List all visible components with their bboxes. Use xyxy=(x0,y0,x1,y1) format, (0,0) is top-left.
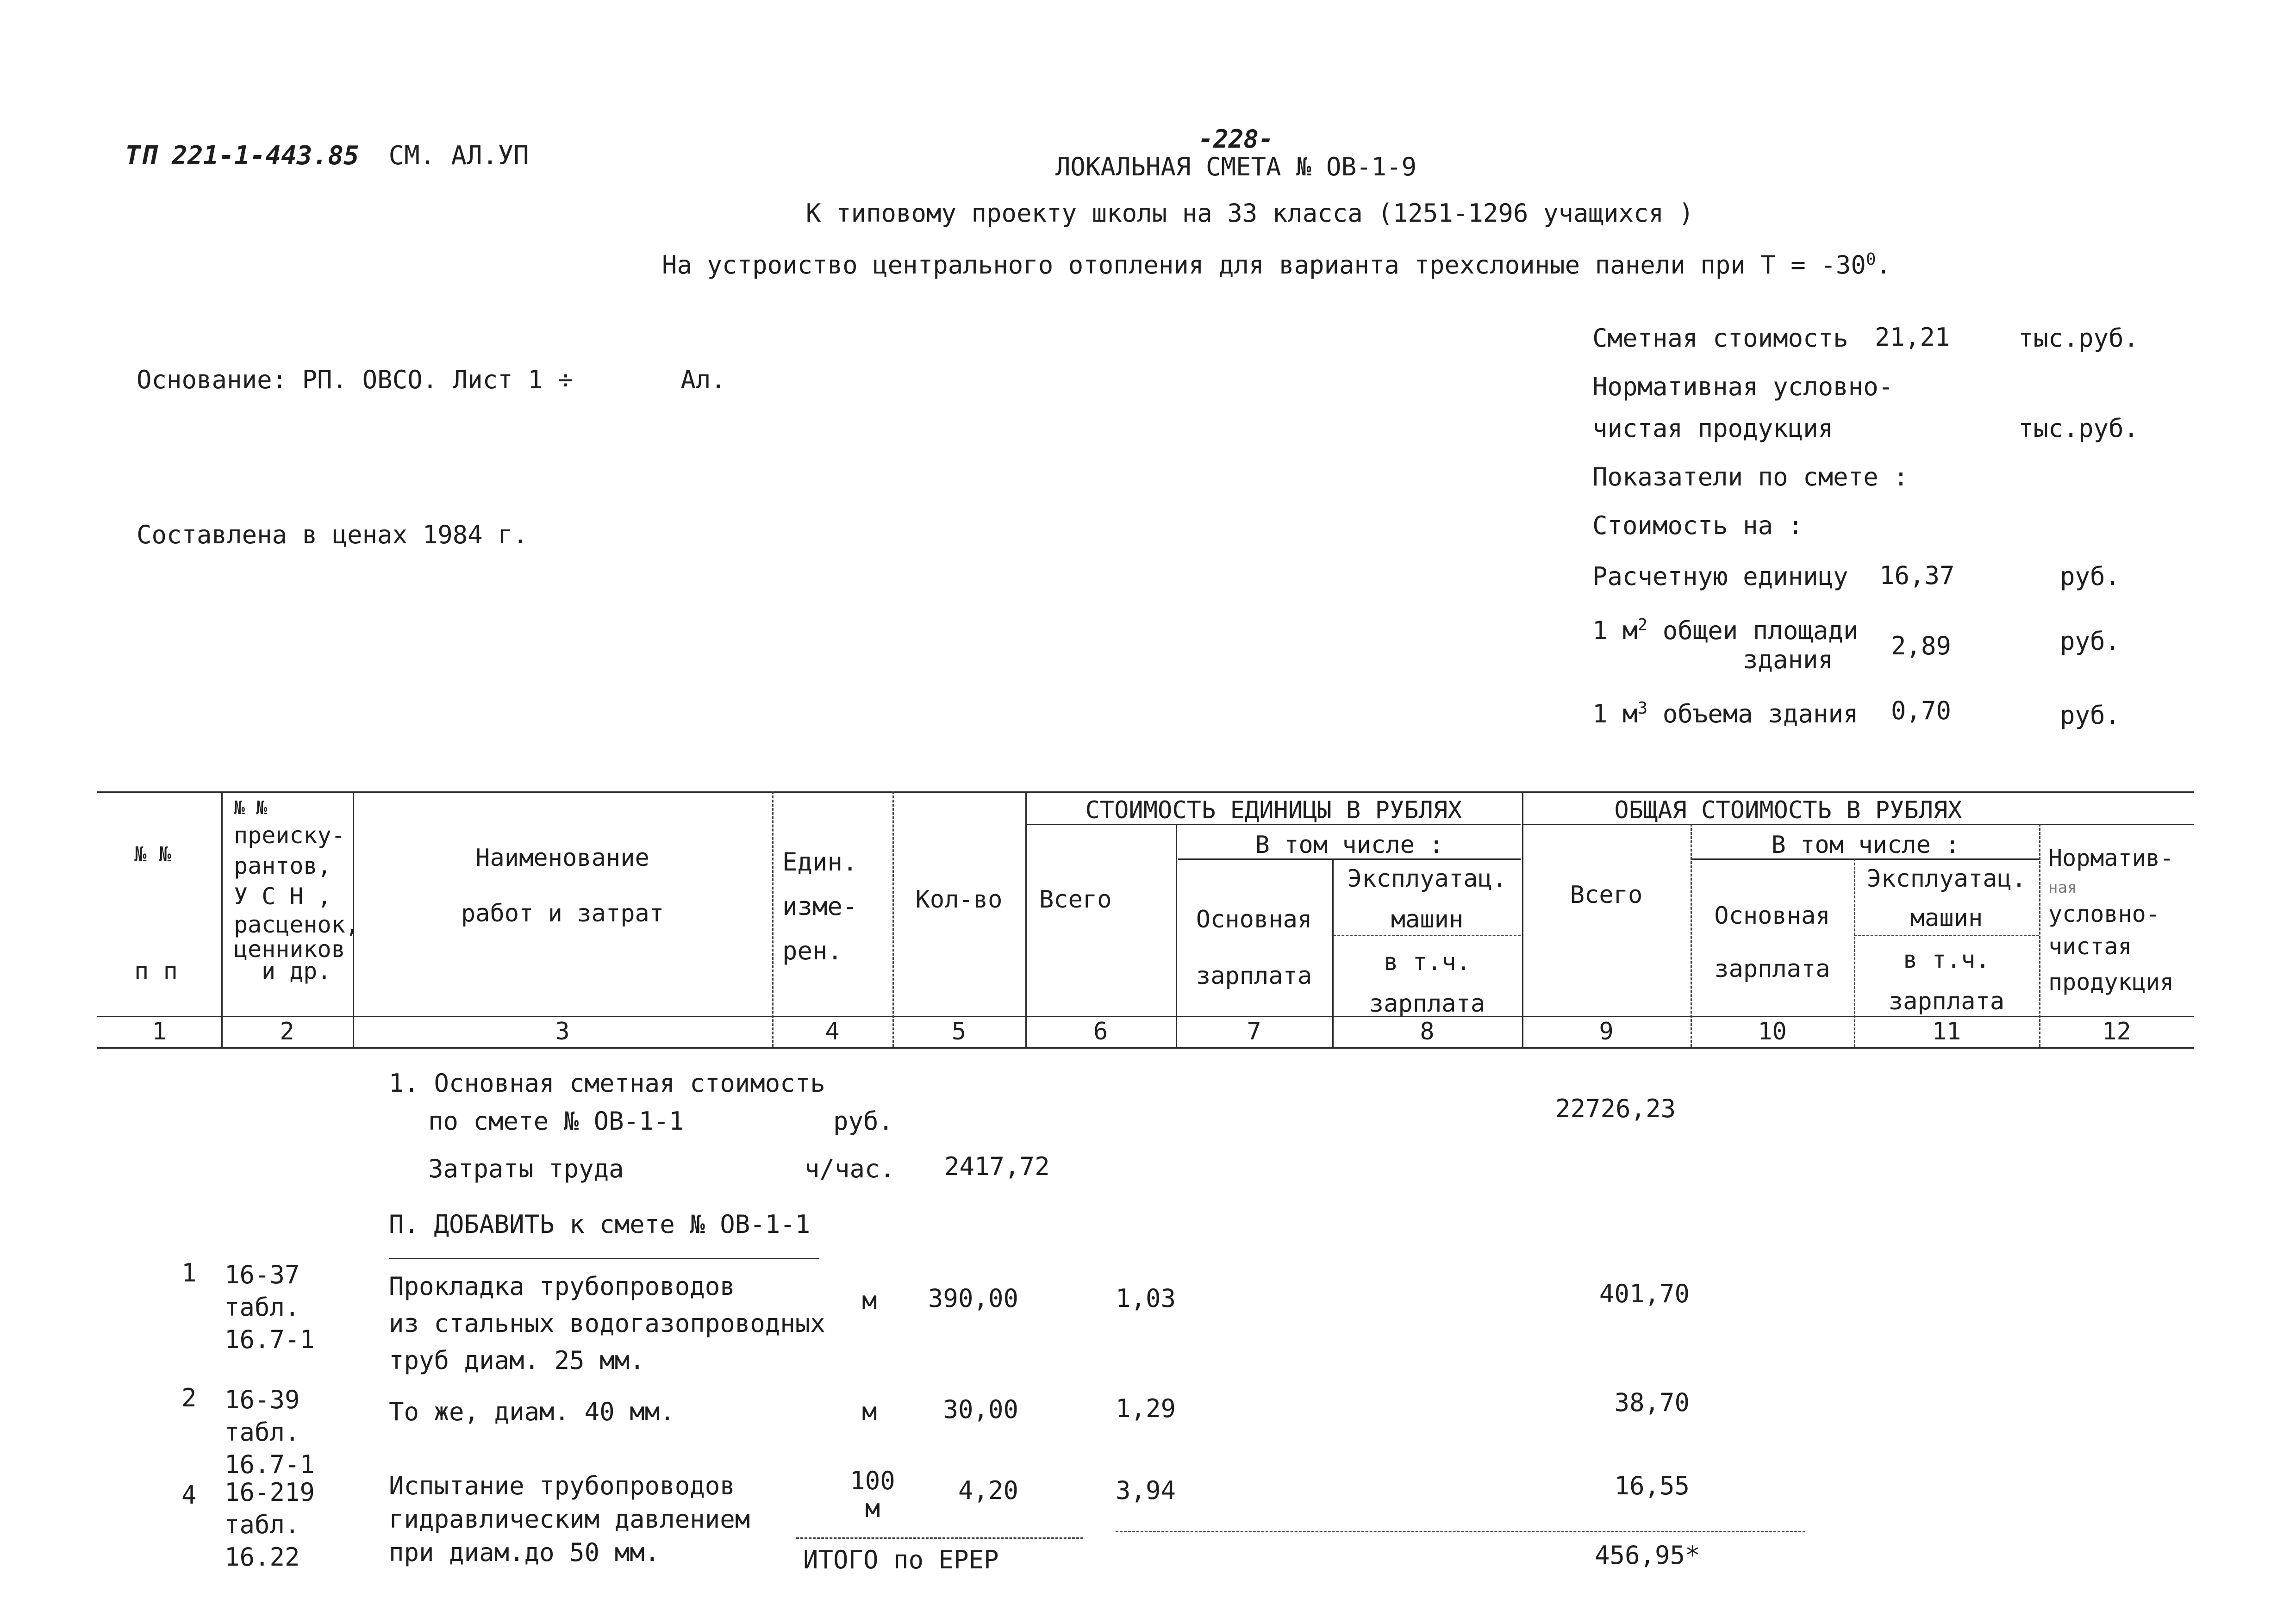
th-total-including: В том числе : xyxy=(1771,831,1960,859)
section1-title-2: по смете № ОВ-1-1 xyxy=(428,1107,684,1136)
colnum-7: 7 xyxy=(1247,1018,1261,1045)
th-c11-c: в т.ч. xyxy=(1903,946,1990,974)
col-divider-8 xyxy=(1522,791,1523,1047)
colnum-5: 5 xyxy=(951,1018,967,1045)
colnum-bottom-rule xyxy=(97,1047,2194,1049)
basis-sheets: Ал. xyxy=(680,365,726,394)
volume-cost-value: 0,70 xyxy=(1891,696,1952,725)
estimated-cost-value: 21,21 xyxy=(1875,323,1950,352)
th-c9: Всего xyxy=(1570,881,1643,909)
header-bottom-rule xyxy=(97,1016,2194,1017)
row1-num: 1 xyxy=(181,1258,197,1287)
area-cost-label-2: здания xyxy=(1743,645,1834,674)
th-c11-d: зарплата xyxy=(1888,988,2005,1015)
th-c11-b: машин xyxy=(1910,904,1983,932)
section1-title-1: 1. Основная сметная стоимость xyxy=(389,1069,825,1098)
section1-unit: руб. xyxy=(833,1107,894,1136)
total-label: ИТОГО по ЕРЕР xyxy=(803,1545,999,1574)
total-rule-right xyxy=(1116,1531,1805,1532)
colnum-4: 4 xyxy=(825,1018,840,1045)
volume-cost-label: 1 $м^3$ объема здания xyxy=(1592,699,1859,728)
row1-qty: 390,00 xyxy=(928,1284,1018,1313)
th-c8-b: машин xyxy=(1391,906,1464,933)
colnum-12: 12 xyxy=(2102,1018,2131,1045)
labor-value: 2417,72 xyxy=(944,1152,1050,1181)
normative-label-1: Нормативная условно- xyxy=(1592,372,1894,401)
unit-c8-rule xyxy=(1333,935,1521,936)
th-c1-a: № № xyxy=(134,843,171,866)
estimated-cost-label: Сметная стоимость xyxy=(1592,323,1848,353)
section2-title: П. ДОБАВИТЬ к смете № ОВ-1-1 xyxy=(389,1210,811,1239)
th-total-cost-group: ОБЩАЯ СТОИМОСТЬ В РУБЛЯХ xyxy=(1614,796,1962,824)
th-c8-c: в т.ч. xyxy=(1384,948,1471,976)
row1-unit-cost: 1,03 xyxy=(1116,1284,1176,1313)
th-c7-a: Основная xyxy=(1196,906,1312,933)
th-c10-a: Основная xyxy=(1714,902,1830,930)
unit-cost-value: 16,37 xyxy=(1879,561,1955,590)
row1-name: Прокладка трубопроводов из стальных водогазопроводных труб диам. 25 мм. xyxy=(389,1272,825,1375)
colnum-1: 1 xyxy=(152,1018,167,1045)
th-c1-b: п п xyxy=(134,958,178,985)
estimate-subtitle: К типовому проекту школы на 33 класса (1251-1296 учащихся ) xyxy=(805,199,1694,228)
th-c7-b: зарплата xyxy=(1196,962,1312,990)
col-divider-5 xyxy=(1025,791,1027,1047)
th-c3-a: Наименование xyxy=(475,844,649,872)
colnum-11: 11 xyxy=(1932,1018,1961,1045)
th-c6: Всего xyxy=(1039,886,1112,914)
purpose-text: На устроиство центрального отопления для варианта трехслоиные панели при Т = -30 xyxy=(662,250,1866,280)
row2-num: 2 xyxy=(181,1383,197,1412)
area-cost-label: 1 $м^2$ общеи площади xyxy=(1592,616,1859,645)
th-c8-a: Эксплуатац. xyxy=(1347,865,1507,893)
section2-underline xyxy=(389,1258,819,1259)
row3-num: 4 xyxy=(181,1480,197,1510)
col-divider-3 xyxy=(772,791,774,1047)
th-c8-d: зарплата xyxy=(1369,990,1485,1018)
labor-unit: ч/час. xyxy=(805,1154,895,1183)
colnum-6: 6 xyxy=(1093,1018,1108,1045)
th-unit-including: В том числе : xyxy=(1255,831,1444,859)
doc-code-number: ТП 221-1-443.85 xyxy=(125,141,359,171)
row2-qty: 30,00 xyxy=(943,1395,1018,1424)
row3-qty: 4,20 xyxy=(958,1476,1018,1505)
labor-label: Затраты труда xyxy=(428,1154,624,1183)
prices-year: Составлена в ценах 1984 г. xyxy=(137,520,528,549)
indicators-label: Показатели по смете : xyxy=(1592,462,1909,491)
th-c11-a: Эксплуатац. xyxy=(1866,865,2027,893)
row3-unit-cost: 3,94 xyxy=(1116,1476,1176,1505)
unit-cost-label: Расчетную единицу xyxy=(1592,562,1848,591)
colnum-9: 9 xyxy=(1599,1018,1614,1045)
normative-label-2: чистая продукция xyxy=(1592,414,1834,443)
cost-on-label: Стоимость на : xyxy=(1592,511,1803,540)
colnum-3: 3 xyxy=(555,1018,570,1045)
album-ref: СМ. АЛ.УП xyxy=(388,141,529,171)
row3-name: Испытание трубопроводов гидравлическим давлением при диам.до 50 мм. xyxy=(389,1471,750,1567)
th-unit-cost-group: СТОИМОСТЬ ЕДИНИЦЫ В РУБЛЯХ xyxy=(1085,796,1462,824)
row1-unit: м xyxy=(862,1286,877,1315)
area-cost-unit: руб. xyxy=(2060,627,2121,656)
row2-code: 16-39 табл. 16.7-1 xyxy=(225,1385,315,1479)
purpose-degree: 0 xyxy=(1866,250,1876,269)
colnum-2: 2 xyxy=(280,1018,294,1045)
row2-name: То же, диам. 40 мм. xyxy=(389,1397,675,1426)
normative-unit: тыс.руб. xyxy=(2018,414,2139,443)
basis-line xyxy=(137,366,726,394)
row1-total: 401,70 xyxy=(1599,1279,1690,1308)
row2-unit: м xyxy=(862,1397,877,1426)
row2-total: 38,70 xyxy=(1614,1388,1690,1417)
col-divider-6 xyxy=(1176,824,1177,1047)
col-divider-4 xyxy=(892,791,894,1047)
th-c2: № № преиску- рантов, У С Н , расценок, ценников и др. xyxy=(234,797,359,984)
purpose-end: . xyxy=(1876,250,1891,280)
col-divider-1 xyxy=(221,791,223,1047)
col-divider-11 xyxy=(2039,824,2040,1047)
th-c4: Един. изме- рен. xyxy=(782,847,858,965)
doc-code xyxy=(125,141,529,171)
th-c12: Норматив- ная условно- чистая продукция xyxy=(2048,845,2174,995)
row1-code: 16-37 табл. 16.7-1 xyxy=(225,1260,315,1354)
row2-unit-cost: 1,29 xyxy=(1116,1394,1176,1423)
basis-label: Основание: РП. ОВСО. Лист 1 ÷ xyxy=(137,365,573,394)
table-top-rule xyxy=(97,791,2194,793)
total-value: 456,95* xyxy=(1595,1541,1700,1570)
colnum-8: 8 xyxy=(1420,1018,1435,1045)
row3-total: 16,55 xyxy=(1614,1471,1690,1500)
row3-code: 16-219 табл. 16.22 xyxy=(225,1478,315,1572)
section1-total: 22726,23 xyxy=(1555,1094,1676,1123)
estimate-purpose xyxy=(662,250,1891,280)
area-cost-value: 2,89 xyxy=(1891,631,1952,660)
unit-cost-unit: руб. xyxy=(2060,562,2121,591)
total-rule-left xyxy=(796,1537,1083,1539)
estimate-title: ЛОКАЛЬНАЯ СМЕТА № ОВ-1-9 xyxy=(1055,152,1417,181)
colnum-10: 10 xyxy=(1758,1018,1787,1045)
volume-cost-unit: руб. xyxy=(2060,701,2121,730)
total-c11-rule xyxy=(1854,935,2039,936)
estimated-cost-unit: тыс.руб. xyxy=(2018,323,2139,353)
page-number: -228- xyxy=(1198,124,1274,154)
row3-unit: 100 м xyxy=(850,1466,895,1523)
th-c10-b: зарплата xyxy=(1714,955,1830,983)
th-c3-b: работ и затрат xyxy=(461,900,664,927)
th-c5: Кол-во xyxy=(915,886,1003,914)
